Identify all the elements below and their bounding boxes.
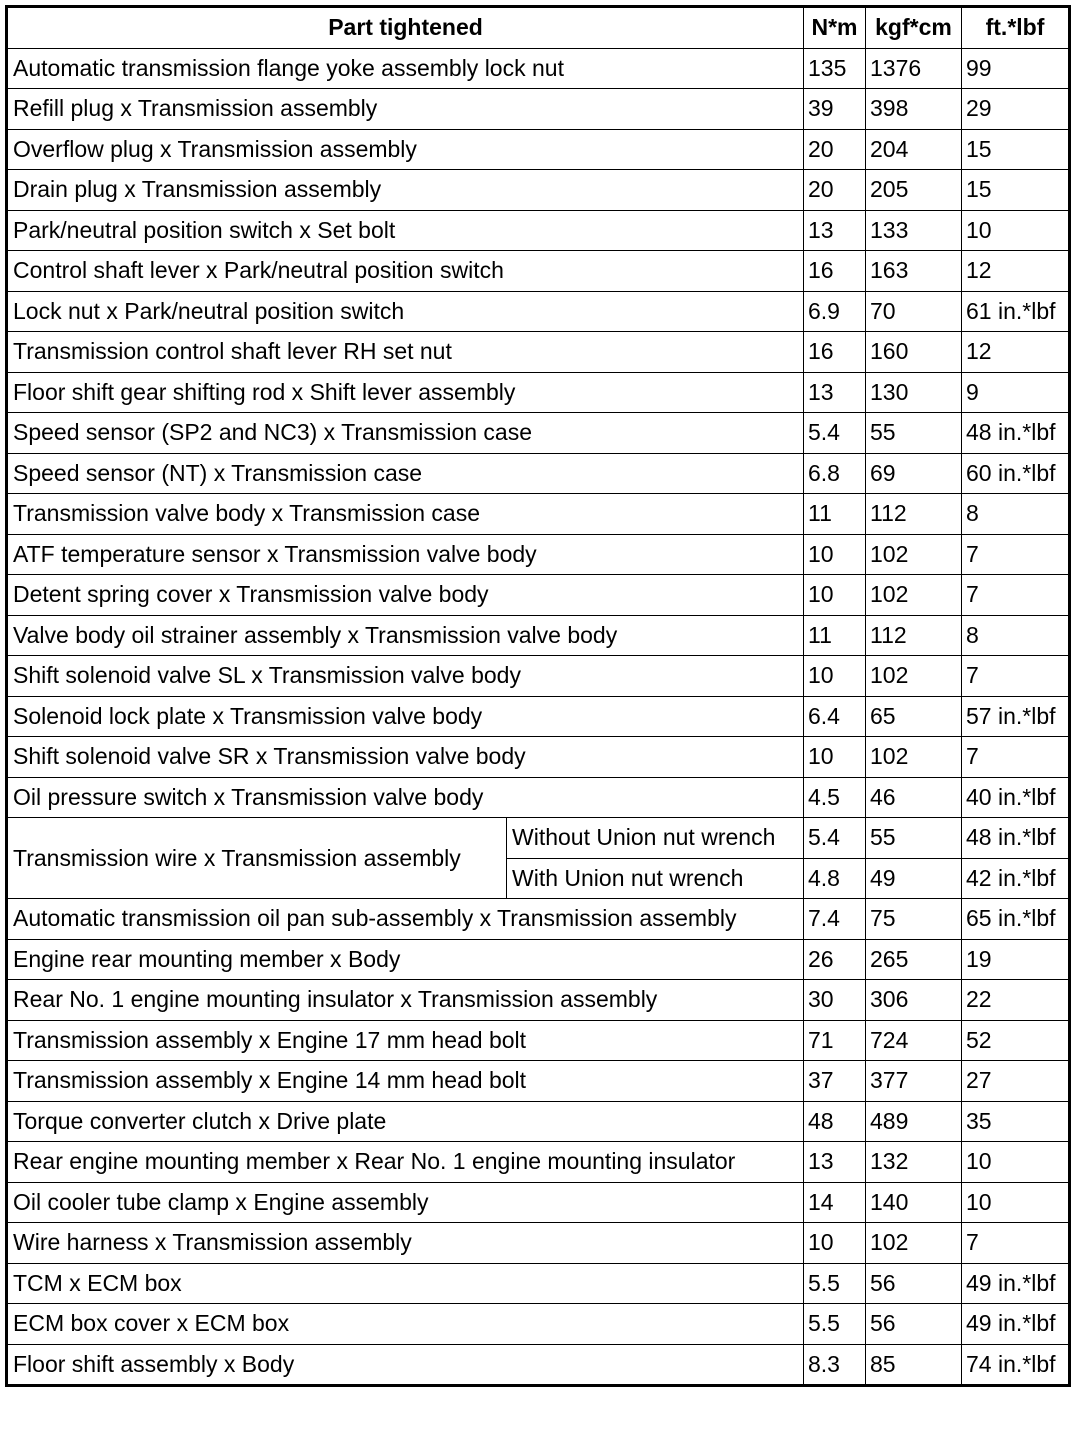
cell-nm: 10 [804,534,866,575]
cell-kgfcm: 75 [866,899,962,940]
cell-nm: 10 [804,737,866,778]
table-row [7,291,1070,332]
cell-nm: 20 [804,129,866,170]
cell-part: Valve body oil strainer assembly x Transmission valve body [7,615,804,656]
table-row [7,1344,1070,1386]
table-row [7,372,1070,413]
cell-part: Automatic transmission flange yoke assembly lock nut [7,48,804,89]
cell-nm: 5.5 [804,1263,866,1304]
cell-kgfcm: 102 [866,1223,962,1264]
cell-part: Overflow plug x Transmission assembly [7,129,804,170]
cell-ftlbf: 49 in.*lbf [962,1263,1070,1304]
cell-kgfcm: 65 [866,696,962,737]
cell-ftlbf: 7 [962,656,1070,697]
table-row [7,89,1070,130]
cell-nm: 30 [804,980,866,1021]
cell-ftlbf: 35 [962,1101,1070,1142]
cell-part: Transmission control shaft lever RH set nut [7,332,804,373]
cell-nm: 16 [804,332,866,373]
cell-nm: 5.4 [804,413,866,454]
cell-kgfcm: 306 [866,980,962,1021]
table-row [7,48,1070,89]
table-row [7,170,1070,211]
cell-part: Wire harness x Transmission assembly [7,1223,804,1264]
cell-nm: 4.5 [804,777,866,818]
cell-part: Speed sensor (NT) x Transmission case [7,453,804,494]
cell-kgfcm: 112 [866,615,962,656]
cell-kgfcm: 377 [866,1061,962,1102]
cell-part: Engine rear mounting member x Body [7,939,804,980]
table-row [7,332,1070,373]
cell-nm: 6.9 [804,291,866,332]
cell-nm: 4.8 [804,858,866,899]
cell-kgfcm: 160 [866,332,962,373]
cell-nm: 10 [804,1223,866,1264]
cell-ftlbf: 65 in.*lbf [962,899,1070,940]
cell-nm: 71 [804,1020,866,1061]
cell-kgfcm: 112 [866,494,962,535]
cell-kgfcm: 205 [866,170,962,211]
table-row [7,1182,1070,1223]
cell-part: Floor shift gear shifting rod x Shift lever assembly [7,372,804,413]
cell-part: Oil pressure switch x Transmission valve body [7,777,804,818]
table-row [7,1101,1070,1142]
cell-kgfcm: 163 [866,251,962,292]
cell-ftlbf: 8 [962,494,1070,535]
cell-ftlbf: 48 in.*lbf [962,818,1070,859]
cell-ftlbf: 49 in.*lbf [962,1304,1070,1345]
cell-ftlbf: 48 in.*lbf [962,413,1070,454]
cell-part: Control shaft lever x Park/neutral position switch [7,251,804,292]
cell-condition: Without Union nut wrench [507,818,804,859]
cell-kgfcm: 140 [866,1182,962,1223]
cell-nm: 26 [804,939,866,980]
header-ftlbf: ft.*lbf [962,7,1070,49]
table-row [7,453,1070,494]
table-row [7,615,1070,656]
table-row [7,939,1070,980]
cell-condition: With Union nut wrench [507,858,804,899]
table-row [7,980,1070,1021]
cell-kgfcm: 55 [866,818,962,859]
torque-spec-table-container [5,5,1071,1387]
table-row [7,494,1070,535]
cell-part: Transmission valve body x Transmission case [7,494,804,535]
cell-ftlbf: 61 in.*lbf [962,291,1070,332]
cell-ftlbf: 10 [962,1142,1070,1183]
table-row [7,777,1070,818]
cell-kgfcm: 46 [866,777,962,818]
cell-kgfcm: 56 [866,1263,962,1304]
cell-part: Detent spring cover x Transmission valve body [7,575,804,616]
cell-kgfcm: 204 [866,129,962,170]
cell-kgfcm: 69 [866,453,962,494]
cell-ftlbf: 7 [962,1223,1070,1264]
cell-part: Transmission assembly x Engine 14 mm head bolt [7,1061,804,1102]
cell-part: ECM box cover x ECM box [7,1304,804,1345]
cell-kgfcm: 130 [866,372,962,413]
cell-nm: 16 [804,251,866,292]
cell-nm: 39 [804,89,866,130]
cell-kgfcm: 132 [866,1142,962,1183]
cell-part: Oil cooler tube clamp x Engine assembly [7,1182,804,1223]
torque-spec-table [5,5,1071,1387]
cell-nm: 13 [804,210,866,251]
cell-ftlbf: 7 [962,534,1070,575]
cell-ftlbf: 57 in.*lbf [962,696,1070,737]
cell-part: Speed sensor (SP2 and NC3) x Transmission case [7,413,804,454]
table-row [7,1263,1070,1304]
cell-nm: 8.3 [804,1344,866,1386]
table-row [7,534,1070,575]
cell-ftlbf: 8 [962,615,1070,656]
cell-kgfcm: 398 [866,89,962,130]
cell-nm: 5.5 [804,1304,866,1345]
cell-ftlbf: 22 [962,980,1070,1021]
cell-ftlbf: 42 in.*lbf [962,858,1070,899]
table-row [7,899,1070,940]
cell-kgfcm: 70 [866,291,962,332]
cell-part: Drain plug x Transmission assembly [7,170,804,211]
cell-nm: 135 [804,48,866,89]
cell-ftlbf: 27 [962,1061,1070,1102]
cell-kgfcm: 724 [866,1020,962,1061]
cell-kgfcm: 265 [866,939,962,980]
cell-ftlbf: 29 [962,89,1070,130]
cell-part: Automatic transmission oil pan sub-assembly x Transmission assembly [7,899,804,940]
table-row [7,129,1070,170]
cell-ftlbf: 40 in.*lbf [962,777,1070,818]
table-row [7,413,1070,454]
cell-part: Transmission assembly x Engine 17 mm head bolt [7,1020,804,1061]
cell-ftlbf: 74 in.*lbf [962,1344,1070,1386]
cell-kgfcm: 133 [866,210,962,251]
cell-part: Floor shift assembly x Body [7,1344,804,1386]
cell-ftlbf: 12 [962,251,1070,292]
cell-nm: 7.4 [804,899,866,940]
cell-kgfcm: 102 [866,534,962,575]
cell-ftlbf: 10 [962,1182,1070,1223]
cell-part: Solenoid lock plate x Transmission valve body [7,696,804,737]
cell-nm: 13 [804,1142,866,1183]
cell-kgfcm: 102 [866,737,962,778]
cell-kgfcm: 102 [866,575,962,616]
cell-nm: 10 [804,656,866,697]
cell-part: Shift solenoid valve SR x Transmission valve body [7,737,804,778]
table-row [7,737,1070,778]
cell-part: Shift solenoid valve SL x Transmission valve body [7,656,804,697]
table-row [7,1223,1070,1264]
cell-ftlbf: 12 [962,332,1070,373]
table-row [7,696,1070,737]
cell-kgfcm: 1376 [866,48,962,89]
cell-nm: 11 [804,494,866,535]
cell-nm: 37 [804,1061,866,1102]
cell-ftlbf: 52 [962,1020,1070,1061]
table-body [7,48,1070,1386]
cell-kgfcm: 56 [866,1304,962,1345]
cell-kgfcm: 85 [866,1344,962,1386]
cell-part: Refill plug x Transmission assembly [7,89,804,130]
cell-nm: 6.4 [804,696,866,737]
table-row [7,251,1070,292]
cell-kgfcm: 102 [866,656,962,697]
table-row [7,656,1070,697]
table-row [7,1142,1070,1183]
cell-nm: 5.4 [804,818,866,859]
cell-kgfcm: 55 [866,413,962,454]
cell-ftlbf: 7 [962,737,1070,778]
table-row [7,210,1070,251]
cell-ftlbf: 9 [962,372,1070,413]
cell-nm: 20 [804,170,866,211]
header-nm: N*m [804,7,866,49]
cell-part: Rear No. 1 engine mounting insulator x Transmission assembly [7,980,804,1021]
cell-ftlbf: 19 [962,939,1070,980]
table-row-split [7,818,1070,859]
table-row [7,575,1070,616]
cell-part: Lock nut x Park/neutral position switch [7,291,804,332]
cell-nm: 11 [804,615,866,656]
header-row [7,7,1070,49]
cell-part: Rear engine mounting member x Rear No. 1 engine mounting insulator [7,1142,804,1183]
header-kgfcm: kgf*cm [866,7,962,49]
cell-nm: 48 [804,1101,866,1142]
cell-part: ATF temperature sensor x Transmission valve body [7,534,804,575]
cell-part: TCM x ECM box [7,1263,804,1304]
cell-nm: 14 [804,1182,866,1223]
cell-part: Park/neutral position switch x Set bolt [7,210,804,251]
cell-nm: 10 [804,575,866,616]
cell-ftlbf: 10 [962,210,1070,251]
cell-kgfcm: 49 [866,858,962,899]
cell-ftlbf: 60 in.*lbf [962,453,1070,494]
cell-ftlbf: 99 [962,48,1070,89]
cell-nm: 6.8 [804,453,866,494]
cell-ftlbf: 7 [962,575,1070,616]
cell-ftlbf: 15 [962,170,1070,211]
table-row [7,1020,1070,1061]
cell-ftlbf: 15 [962,129,1070,170]
cell-nm: 13 [804,372,866,413]
table-row [7,1061,1070,1102]
cell-part: Transmission wire x Transmission assembly [7,818,507,899]
cell-part: Torque converter clutch x Drive plate [7,1101,804,1142]
table-row [7,1304,1070,1345]
cell-kgfcm: 489 [866,1101,962,1142]
header-part-tightened: Part tightened [7,7,804,49]
